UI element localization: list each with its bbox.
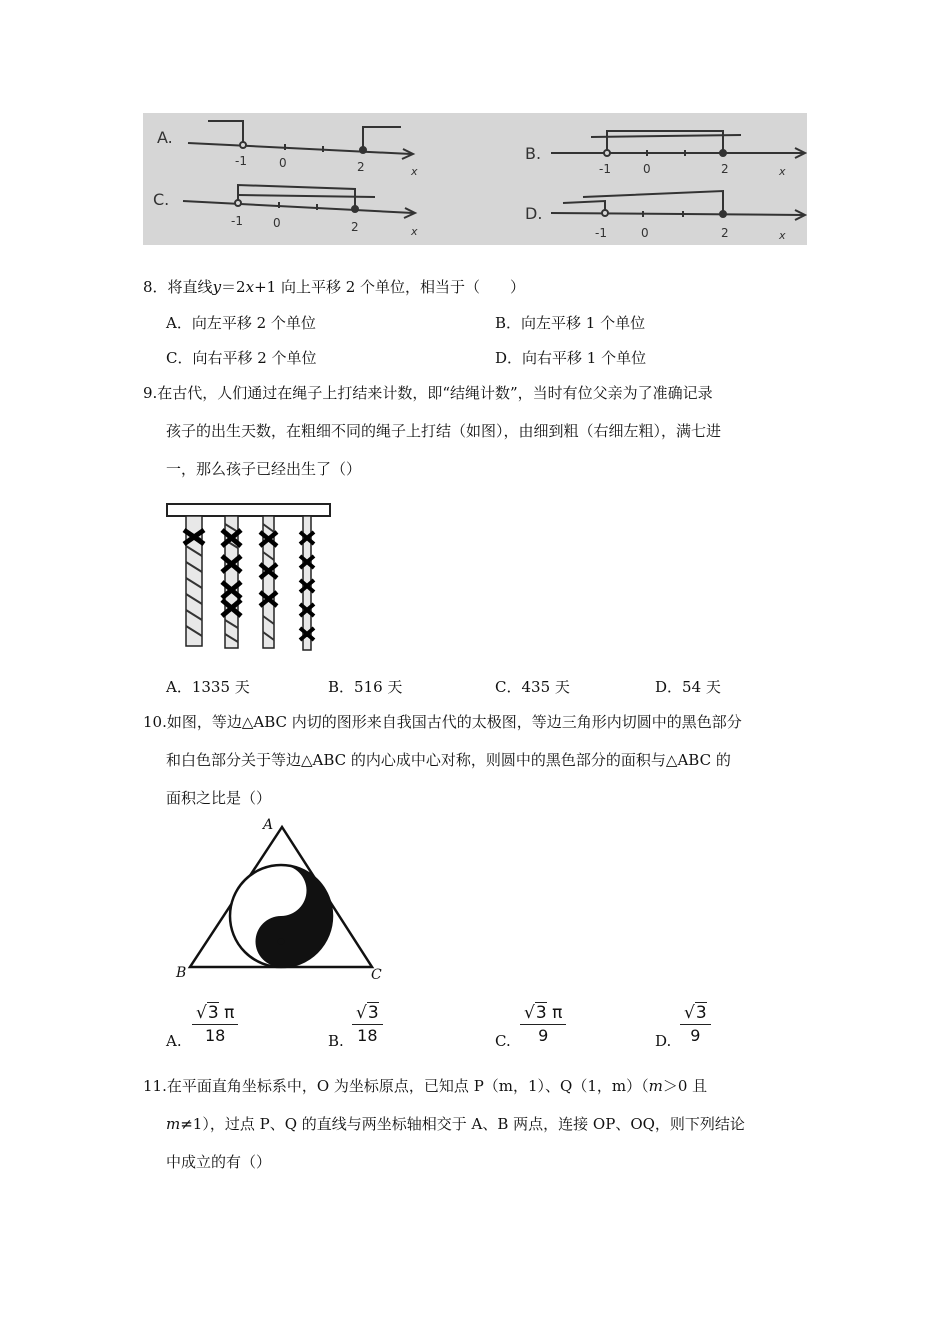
vertex-c-label: C [371, 967, 382, 983]
svg-text:x: x [411, 165, 418, 178]
q9-option-c[interactable]: C．435 天 [495, 678, 570, 696]
svg-text:2: 2 [357, 160, 365, 174]
option-a-axis [188, 143, 411, 154]
svg-text:0: 0 [273, 216, 281, 230]
q10-option-b-fraction[interactable]: $\frac{√3}{18}$ [352, 1003, 383, 1045]
q8-option-a[interactable]: A．向左平移 2 个单位 [166, 314, 316, 332]
svg-text:-1: -1 [599, 162, 611, 176]
option-b-segment [607, 131, 723, 153]
svg-text:0: 0 [641, 226, 649, 240]
svg-text:x: x [779, 229, 786, 242]
q9-option-d[interactable]: D．54 天 [655, 678, 721, 696]
taiji-triangle-figure [172, 815, 397, 985]
option-b-label: B. [525, 144, 542, 163]
vertex-b-label: B [176, 965, 187, 981]
option-d-label: D. [525, 204, 543, 223]
q10-stem-line-3: 面积之比是（） [166, 789, 272, 807]
svg-text:x: x [411, 225, 418, 238]
q9-stem-line-2: 孩子的出生天数，在粗细不同的绳子上打结（如图），由细到粗（右细左粗），满七进 [166, 422, 722, 440]
option-a-left-ray [208, 121, 243, 145]
number-line-options-figure [143, 113, 807, 245]
q8-option-b[interactable]: B．向左平移 1 个单位 [495, 314, 646, 332]
q11-stem-line-1: 11.在平面直角坐标系中，O 为坐标原点，已知点 P（m，1）、Q（1，m）（m＞0 且 [143, 1077, 708, 1095]
q10-option-d-label[interactable]: D. [655, 1032, 672, 1050]
q11-stem-line-2: m≠1），过点 P、Q 的直线与两坐标轴相交于 A、B 两点，连接 OP、OQ，则下列结论 [166, 1115, 745, 1133]
svg-text:x: x [779, 165, 786, 178]
option-a-right-ray [363, 127, 401, 150]
svg-text:0: 0 [279, 156, 287, 170]
svg-text:2: 2 [721, 226, 729, 240]
q9-stem-line-1: 9.在古代，人们通过在绳子上打结来计数，即“结绳计数”，当时有位父亲为了准确记录 [143, 384, 713, 402]
q8-option-c[interactable]: C．向右平移 2 个单位 [166, 349, 317, 367]
q8-stem: 8．将直线y＝2x+1 向上平移 2 个单位，相当于（ ） [143, 278, 526, 296]
option-c-axis [183, 201, 413, 213]
taiji-in-triangle-diagram [172, 815, 397, 985]
q8-option-d[interactable]: D．向右平移 1 个单位 [495, 349, 647, 367]
svg-text:-1: -1 [231, 214, 243, 228]
knotted-ropes-figure [164, 500, 334, 660]
knotted-ropes-illustration [164, 500, 334, 660]
vertex-a-label: A [263, 817, 274, 833]
svg-text:0: 0 [643, 162, 651, 176]
svg-text:2: 2 [721, 162, 729, 176]
q10-stem-line-2: 和白色部分关于等边△ABC 的内心成中心对称，则圆中的黑色部分的面积与△ABC 的 [166, 751, 731, 769]
svg-text:-1: -1 [595, 226, 607, 240]
svg-text:-1: -1 [235, 154, 247, 168]
q10-option-a-fraction[interactable]: $\frac{√3 \pi}{18}$ [192, 1003, 238, 1045]
q10-option-d-fraction[interactable]: $\frac{√3}{9}$ [680, 1003, 711, 1045]
q10-option-c-label[interactable]: C. [495, 1032, 511, 1050]
q10-option-a-label[interactable]: A. [166, 1032, 182, 1050]
q10-stem-line-1: 10.如图，等边△ABC 内切的图形来自我国古代的太极图，等边三角形内切圆中的黑色部分 [143, 713, 742, 731]
q9-option-b[interactable]: B．516 天 [328, 678, 403, 696]
number-line-diagrams [143, 113, 807, 245]
option-a-label: A. [157, 128, 173, 147]
svg-text:2: 2 [351, 220, 359, 234]
q11-stem-line-3: 中成立的有（） [166, 1153, 272, 1171]
q10-option-b-label[interactable]: B. [328, 1032, 344, 1050]
q9-option-a[interactable]: A．1335 天 [166, 678, 250, 696]
option-d-left-ray [563, 201, 605, 213]
q9-stem-line-3: 一，那么孩子已经出生了（） [166, 460, 362, 478]
option-c-label: C. [153, 190, 170, 209]
q10-option-c-fraction[interactable]: $\frac{√3 \pi}{9}$ [520, 1003, 566, 1045]
option-d-axis [551, 213, 803, 215]
